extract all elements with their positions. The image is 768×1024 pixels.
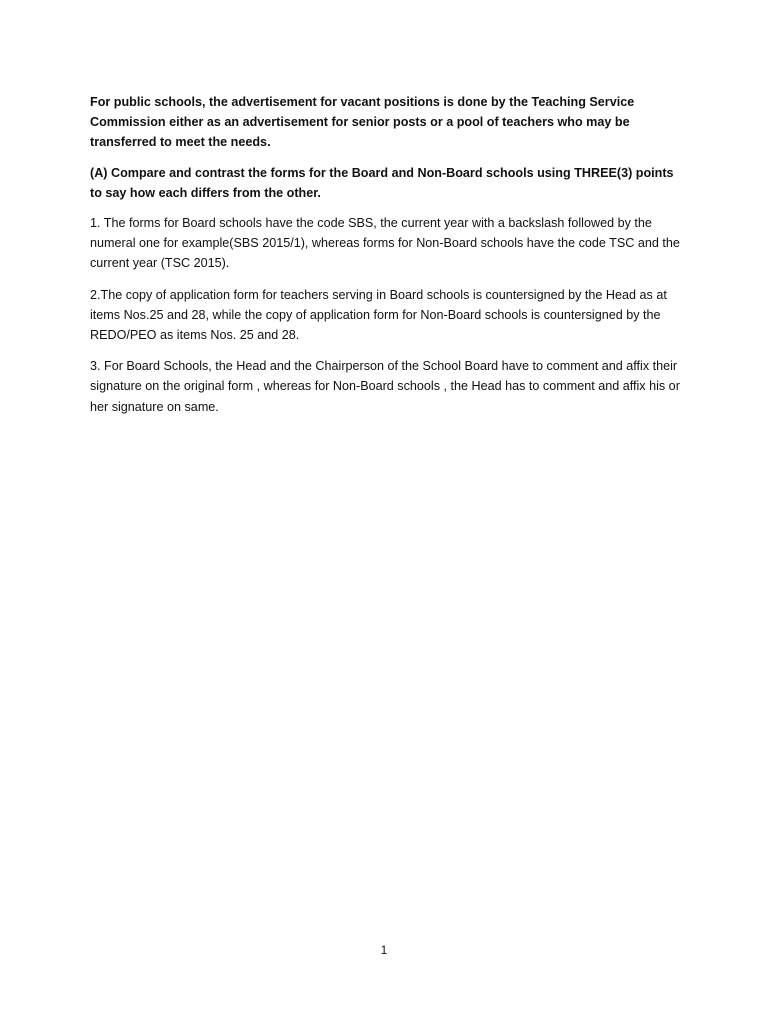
page-number: 1	[380, 943, 388, 957]
document-body	[90, 92, 682, 428]
intro-paragraph: For public schools, the advertisement for vacant positions is done by the Teaching Service Commission either as an advertisement for senior posts or a pool of teachers who may be transferred to meet the needs.	[90, 95, 635, 150]
question-paragraph: (A) Compare and contrast the forms for the Board and Non-Board schools using THREE(3) points to say how each differs from the other.	[90, 165, 674, 200]
answer-point-1: 1. The forms for Board schools have the code SBS, the current year with a backslash followed by the numeral one for example(SBS 2015/1), whereas forms for Non-Board schools have the code TSC and the current year (TSC 2015).	[90, 216, 680, 271]
answer-point-3: 3. For Board Schools, the Head and the Chairperson of the School Board have to comment and affix their signature on the original form , whereas for Non-Board schools , the Head has to comment and affix his or her signature on same.	[90, 359, 680, 414]
answer-point-2: 2.The copy of application form for teachers serving in Board schools is countersigned by the Head as at items Nos.25 and 28, while the copy of application form for Non-Board schools is countersigned by the REDO/PEO as items Nos. 25 and 28.	[90, 287, 667, 343]
